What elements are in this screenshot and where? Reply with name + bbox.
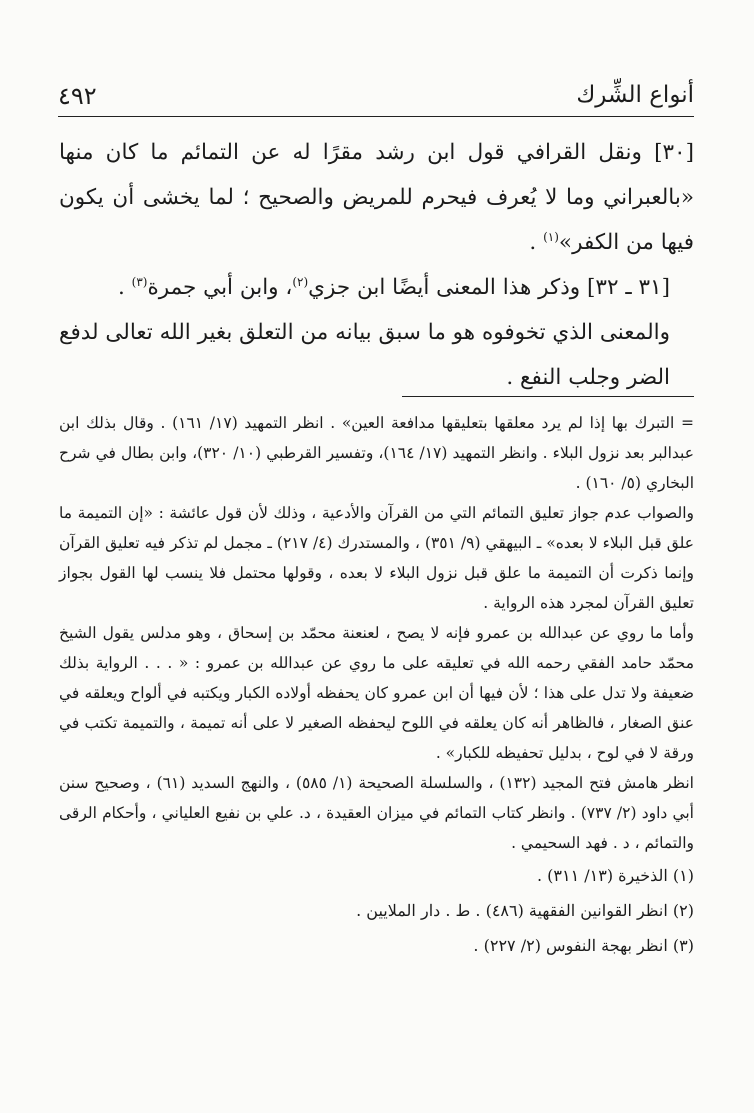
footnote-1: (١) الذخيرة (١٣/ ٣١١) . (536, 866, 694, 885)
footnote-ref-2: (٢) (292, 274, 309, 289)
paragraph-31-32 (59, 265, 694, 310)
paragraph-31-32-text-b: ، وابن أبي جمرة (147, 275, 293, 300)
note-correct-view: والصواب عدم جواز تعليق التمائم التي من القرآن والأدعية ، وذلك لأن قول عائشة : «إن التميمة ما علق قبل البلاء لا بعده» ـ البيهقي (٩/ ٣٥١) ، والمستدرك (٤/ ٢١٧) ـ مجمل لم تذكر فيه تعليق القرآن وإنما ذكرت أن التميمة ما علق قبل نزول البلاء لا بعده ، وقولها محتمل فلا ينسب لها القول بجواز تعليق القرآن لمجرد هذه الرواية . (59, 504, 694, 612)
paragraph-30 (59, 130, 694, 265)
page-header (58, 76, 694, 117)
footnote-2: (٢) انظر القوانين الفقهية (٤٨٦) . ط . دار الملايين . (356, 901, 694, 920)
paragraph-31-32-text-a: [٣١ ـ ٣٢] وذكر هذا المعنى أيضًا ابن جزي (308, 275, 670, 300)
footnote-3: (٣) انظر بهجة النفوس (٢/ ٢٢٧) . (473, 936, 694, 955)
footnotes (59, 408, 694, 963)
paragraph-30-text: [٣٠] ونقل القرافي قول ابن رشد مقرًا له عن التمائم ما كان منها «بالعبراني وما لا يُعرف فيحرم للمريض والصحيح ؛ لما يخشى أن يكون فيها من الكفر» (59, 140, 694, 255)
running-title: أنواع الشِّرك (576, 82, 694, 108)
main-text (59, 130, 694, 400)
paragraph-30-end: . (529, 230, 544, 255)
note-ibn-amr: وأما ما روي عن عبدالله بن عمرو فإنه لا يصح ، لعنعنة محمّد بن إسحاق ، وهو مدلس يقول الشيخ محمّد حامد الفقي رحمه الله في تعليقه على ما روي عن عبدالله بن عمرو : « . . . الرواية بذلك ضعيفة ولا تدل على هذا ؛ لأن فيها أن ابن عمرو كان يحفظه أولاده الكبار ويكتبه في ألواح ويعلقه في عنق الصغار ، فالظاهر أنه كان يعلقه في اللوح ليحفظه الصغير لا على أنه تميمة ، والتميمة تكتب في ورقة لا في لوح ، بدليل تحفيظه للكبار» . (59, 624, 694, 762)
footnote-ref-1: (١) (543, 229, 559, 244)
paragraph-31-32-end: . (117, 275, 132, 300)
page-number: ٤٩٢ (58, 82, 97, 110)
paragraph-meaning: والمعنى الذي تخوفوه هو ما سبق بيانه من التعلق بغير الله تعالى لدفع الضر وجلب النفع . (59, 320, 670, 390)
footnote-separator (402, 396, 694, 397)
footnote-ref-3: (٣) (131, 274, 148, 289)
note-continuation: = التبرك بها إذا لم يرد معلقها بتعليقها مدافعة العين» . انظر التمهيد (١٧/ ١٦١) . وقال بذلك ابن عبدالبر بعد نزول البلاء . وانظر التمهيد (١٧/ ١٦٤)، وتفسير القرطبي (١٠/ ٣٢٠)، وابن بطال في شرح البخاري (٥/ ١٦٠) . (59, 414, 694, 492)
note-references: انظر هامش فتح المجيد (١٣٢) ، والسلسلة الصحيحة (١/ ٥٨٥) ، والنهج السديد (٦١) ، وصحيح سنن أبي داود (٢/ ٧٣٧) . وانظر كتاب التمائم في ميزان العقيدة ، د. علي بن نفيع العلياني ، وأحكام الرقى والتمائم ، د . فهد السحيمي . (59, 774, 694, 852)
